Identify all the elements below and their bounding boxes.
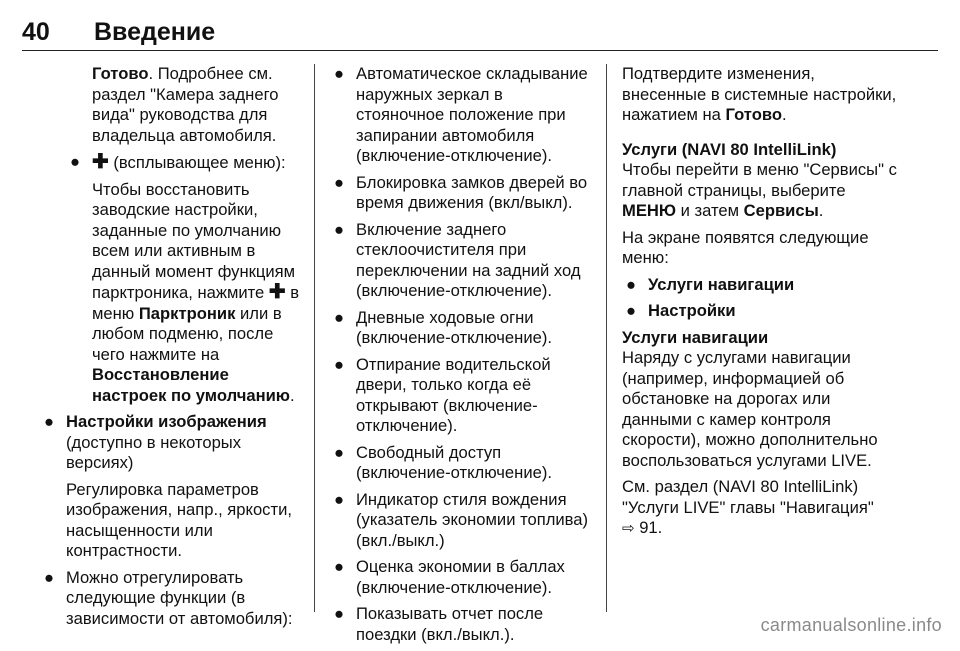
header-divider [22, 50, 938, 51]
bold-term: Сервисы [743, 201, 819, 220]
list-item [330, 355, 594, 437]
plus-icon: ✚ [268, 281, 286, 303]
text: Чтобы восстановить заводские настройки, заданные по умолчанию всем или активным в данный момент функциям парктроника, нажмите [92, 179, 296, 302]
list-item [330, 308, 594, 349]
page-title: Введение [94, 18, 216, 46]
bullet-icon: ● [334, 489, 345, 509]
text: Свободный доступ (включение-отключение). [356, 442, 552, 482]
list-item [330, 220, 594, 302]
bullet-icon: ● [334, 442, 345, 462]
column-1 [44, 64, 302, 635]
bullet-icon: ● [334, 557, 345, 576]
bold-term: Парктроник [138, 303, 236, 323]
list-item [330, 604, 594, 645]
text: Дневные ходовые огни (включение-отключение). [356, 307, 552, 347]
list-item [330, 64, 594, 167]
page-reference: 91. [634, 518, 663, 537]
text: Чтобы перейти в меню "Сервисы" с главной страницы, выберите [622, 160, 897, 200]
column-2 [330, 64, 594, 651]
bullet-icon: ● [626, 274, 637, 294]
text: . Подробнее см. раздел "Камера заднего вида" руководства для владельца автомобиля. [92, 64, 279, 145]
column-divider [314, 64, 315, 612]
bullet-icon: ● [334, 172, 345, 192]
bullet-icon: ● [334, 354, 345, 374]
text: Подтвердите изменения, внесенные в системные настройки, нажатием на [622, 64, 897, 124]
list-item [40, 412, 302, 562]
column-3 [622, 64, 900, 546]
watermark: carmanualsonline.info [760, 615, 942, 635]
list-item [40, 568, 302, 630]
text: Можно отрегулировать следующие функции (в зависимости от автомобиля): [66, 567, 293, 628]
text: . [818, 201, 824, 220]
text: . [289, 385, 295, 405]
bullet-icon: ● [334, 307, 345, 327]
paragraph [66, 64, 302, 146]
text: Отпирание водительской двери, только когда её открывают (включение-отключение). [356, 354, 551, 435]
paragraph: Наряду с услугами навигации (например, информацией об обстановке на дорогах или данными с камер контроля скорости), можно дополнительно воспользоваться услугами LIVE. [622, 348, 878, 470]
bullet-icon: ● [334, 64, 345, 83]
list-item [330, 443, 594, 484]
bold-term: Настройки изображения [66, 412, 267, 431]
plus-icon: ✚ [92, 151, 109, 173]
section-heading: Услуги навигации [622, 327, 769, 347]
text: Блокировка замков дверей во время движения (вкл/выкл). [356, 172, 588, 212]
text: или в любом подменю, после чего нажмите на [92, 303, 282, 364]
list-item [330, 173, 594, 214]
text: (всплывающее меню): [108, 153, 286, 172]
text: . [781, 105, 787, 124]
text: Индикатор стиля вождения (указатель экономии топлива) (вкл./выкл.) [356, 489, 589, 550]
arrow-ref-icon: ⇨ [622, 520, 635, 537]
list-item [622, 301, 900, 322]
text: (доступно в некоторых версиях) [66, 432, 242, 472]
bullet-icon: ● [334, 219, 345, 239]
text: Автоматическое складывание наружных зеркал в стояночное положение при запирании автомобиля (включение-отключение). [356, 64, 588, 165]
text: Включение заднего стеклоочистителя при переключении на задний ход (включение-отключение). [356, 219, 581, 300]
page-header [22, 18, 215, 47]
bullet-icon: ● [334, 604, 345, 623]
text: Оценка экономии в баллах (включение-отключение). [356, 557, 565, 597]
bold-term: Восстановление настроек по умолчанию [92, 365, 290, 405]
list-item [66, 152, 302, 406]
menu-item-label: Настройки [648, 301, 736, 320]
bullet-icon: ● [44, 412, 55, 431]
page-number: 40 [22, 18, 50, 46]
bullet-icon: ● [44, 567, 55, 587]
bullet-icon: ● [70, 152, 81, 171]
paragraph: Регулировка параметров изображения, напр., яркости, насыщенности или контрастности. [66, 479, 292, 560]
list-item [330, 490, 594, 552]
column-divider [606, 64, 607, 612]
bold-term: Готово [92, 64, 149, 83]
section-heading: Услуги (NAVI 80 IntelliLink) [622, 139, 837, 159]
text: и затем [676, 201, 744, 220]
list-item [622, 275, 900, 296]
paragraph: На экране появятся следующие меню: [622, 227, 869, 267]
bold-term: Готово [725, 105, 782, 124]
text: в меню [92, 283, 300, 323]
bullet-icon: ● [626, 301, 637, 320]
text: См. раздел (NAVI 80 IntelliLink) "Услуги LIVE" главы "Навигация" [622, 477, 874, 517]
menu-item-label: Услуги навигации [648, 274, 795, 294]
text: Показывать отчет после поездки (вкл./выкл.). [356, 604, 544, 644]
bold-term: МЕНЮ [622, 201, 676, 220]
list-item [330, 557, 594, 598]
